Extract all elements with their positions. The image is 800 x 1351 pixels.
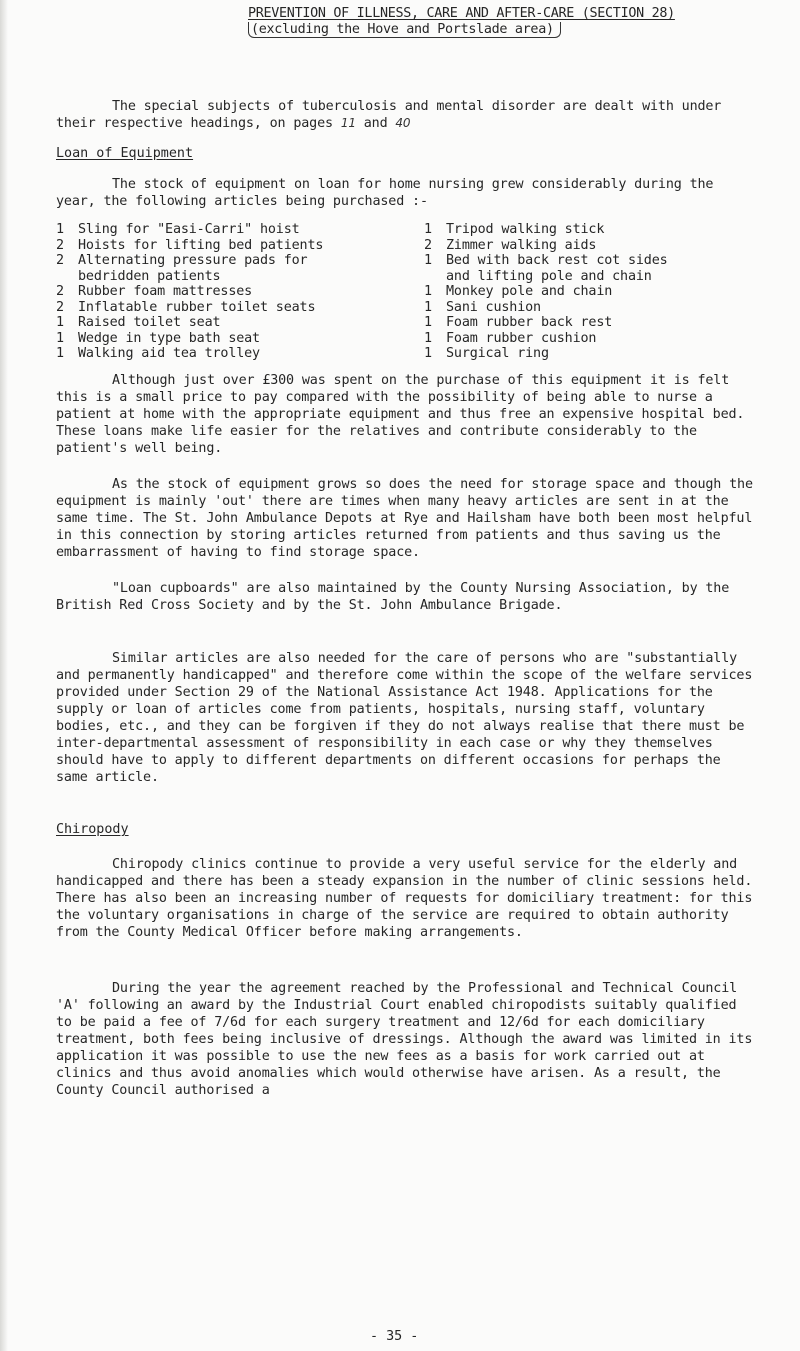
list-item: 2 Zimmer walking aids <box>424 237 597 253</box>
list-item: 2 Rubber foam mattresses <box>56 284 253 299</box>
loan-paragraph-5: Similar articles are also needed for the care of persons who are "substantially and permanently handicapped" and therefore come within the scope of the welfare services provided under Section 29 of the National Assistance Act 1948. Applications for the supply or loan of articles come from patients, hospitals, nursing staff, voluntary bodies, etc., and they can be forgiven if they do not always realise that there must be inter-departmental assessment of responsibility in each case or why they themselves should have to apply to different departments on different occasions for perhaps the same article. <box>56 651 753 785</box>
list-item: 1 Wedge in type bath seat <box>56 330 260 346</box>
list-item: 2 Inflatable rubber toilet seats <box>56 299 316 315</box>
list-item: 2 Alternating pressure pads for <box>56 253 308 268</box>
list-item-continuation: and lifting pole and chain <box>446 268 652 284</box>
loan-paragraph-3: As the stock of equipment grows so does the need for storage space and though the equipment is mainly 'out' there are times when many heavy articles are sent in at the same time. The St. John Ambulance Depots at Rye and Hailsham have both been most helpful in this connection by storing articles returned from patients and thus saving us the embarrassment of having to find storage space. <box>56 477 753 560</box>
list-item: 1 Foam rubber back rest <box>424 315 613 330</box>
list-item: 1 Raised toilet seat <box>56 315 221 330</box>
intro-text: The special subjects of tuberculosis and mental disorder are dealt with under their respective headings, on pages <box>56 99 722 131</box>
loan-paragraph-4: "Loan cupboards" are also maintained by the County Nursing Association, by the British Red Cross Society and by the St. John Ambulance Brigade. <box>56 581 730 613</box>
page-ref-2: 40 <box>395 116 411 130</box>
list-item: 1 Bed with back rest cot sides <box>424 253 668 268</box>
section-heading <box>248 6 675 38</box>
list-item: 1 Monkey pole and chain <box>424 284 613 299</box>
chiropody-paragraph-2: During the year the agreement reached by the Professional and Technical Council 'A' following an award by the Industrial Court enabled chiropodists suitably qualified to be paid a fee of 7/6d for each surgery treatment and 12/6d for each domiciliary treatment, both fees being inclusive of dressings. Although the award was limited in its application it was possible to use the new fees as a basis for work carried out at clinics and thus avoid anomalies which would otherwise have arisen. As a result, the County Council authorised a <box>56 981 753 1098</box>
chiropody-paragraph-1: Chiropody clinics continue to provide a very useful service for the elderly and handicapped and there has been a steady expansion in the number of clinic sessions held. There has also been an increasing number of requests for domiciliary treatment: for this the voluntary organisations in charge of the service are required to obtain authority from the County Medical Officer before making arrangements. <box>56 857 753 940</box>
intro-paragraph <box>56 98 756 132</box>
list-item: 1 Walking aid tea trolley <box>56 346 260 361</box>
list-item: 2 Hoists for lifting bed patients <box>56 237 324 253</box>
list-item: 1 Sling for "Easi-Carri" hoist <box>56 222 300 237</box>
page-ref-1: 11 <box>340 116 356 130</box>
list-item: 1 Sani cushion <box>424 299 541 315</box>
list-item-continuation: bedridden patients <box>78 268 221 284</box>
section-subtitle: (excluding the Hove and Portslade area) <box>248 22 561 38</box>
list-item: 1 Foam rubber cushion <box>424 330 597 346</box>
page-number: - 35 - <box>370 1329 419 1344</box>
section-title: PREVENTION OF ILLNESS, CARE AND AFTER-CARE (SECTION 28) <box>248 6 675 21</box>
equipment-list-left <box>56 222 376 362</box>
chiropody-heading: Chiropody <box>56 822 129 837</box>
intro-and: and <box>363 116 388 131</box>
binding-edge <box>0 0 8 1351</box>
list-item: 1 Surgical ring <box>424 346 549 361</box>
loan-paragraph-2: Although just over £300 was spent on the purchase of this equipment it is felt this is a small price to pay compared with the possibility of being able to nurse a patient at home with the appropriate equipment and thus free an expensive hospital bed. These loans make life easier for the relatives and contribute considerably to the patient's well being. <box>56 373 745 456</box>
loan-heading: Loan of Equipment <box>56 146 194 161</box>
equipment-list-right <box>424 222 774 362</box>
list-item: 1 Tripod walking stick <box>424 222 605 237</box>
loan-paragraph-1: The stock of equipment on loan for home nursing grew considerably during the year, the following articles being purchased :- <box>56 177 714 209</box>
